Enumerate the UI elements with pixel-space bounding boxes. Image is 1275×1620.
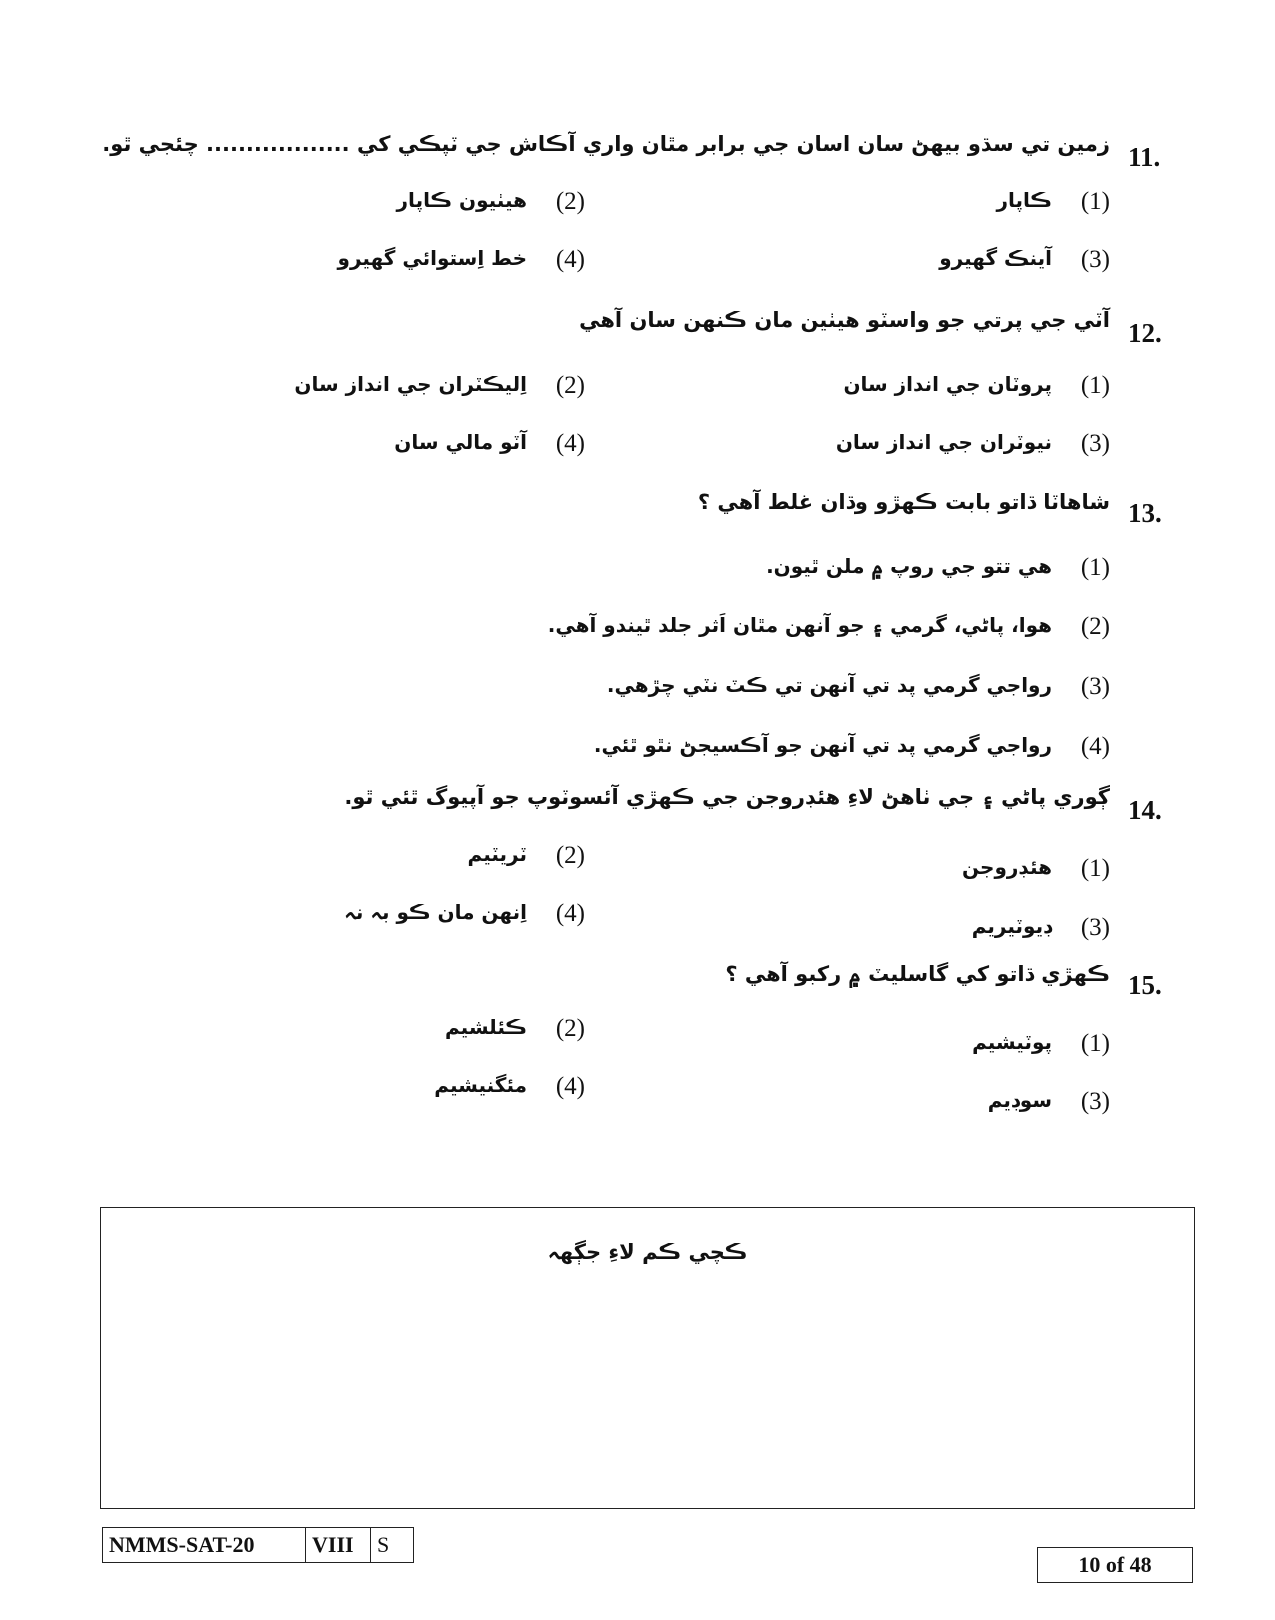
option-text: رواجي گرمي پد تي آنهن تي ڪٽ نٽي چڙهي. <box>606 673 1052 697</box>
option-number: (3) <box>1080 673 1110 700</box>
option-3 <box>690 914 1110 946</box>
question-number: 12. <box>1128 318 1162 348</box>
option-4 <box>165 900 585 932</box>
medium-label: S <box>377 1532 390 1557</box>
option-4 <box>410 733 1110 765</box>
option-text: هيٺيون ڪاپار <box>396 188 527 212</box>
option-text: آينڪ گهيرو <box>939 246 1052 270</box>
exam-code-box <box>102 1527 414 1563</box>
option-2 <box>165 372 585 404</box>
option-number: (4) <box>1080 733 1110 760</box>
option-1 <box>690 855 1110 887</box>
option-text: پوٽيشيم <box>972 1030 1052 1054</box>
option-text: هئڊروجن <box>962 855 1052 879</box>
option-number: (4) <box>555 900 585 927</box>
option-3 <box>690 430 1110 462</box>
option-text: نيوٽران جي انداز سان <box>835 430 1052 454</box>
option-text: ٽريٽيم <box>467 842 527 866</box>
option-number: (4) <box>555 246 585 273</box>
option-4 <box>165 246 585 278</box>
option-number: (3) <box>1080 246 1110 273</box>
option-number: (2) <box>1080 613 1110 640</box>
option-text: خط اِستوائي گهيرو <box>337 246 527 270</box>
option-number: (2) <box>555 842 585 869</box>
option-text: ڪاپار <box>996 188 1052 212</box>
question-number: 13. <box>1128 498 1162 528</box>
option-text: آٽو مالي سان <box>394 430 527 454</box>
option-number: (2) <box>555 1015 585 1042</box>
question-stem: ڳوري پاڻي ۽ جي ٺاهڻ لاءِ هئڊروجن جي ڪهڙي آئسوٽوپ جو آپيوگ ٿئي ٿو. <box>344 785 1110 809</box>
option-text: اِليڪٽران جي انداز سان <box>294 372 527 396</box>
option-number: (1) <box>1080 372 1110 399</box>
question-number: 15. <box>1128 970 1162 1000</box>
option-1 <box>410 554 1110 586</box>
option-number: (4) <box>555 430 585 457</box>
option-text: پروٽان جي انداز سان <box>843 372 1052 396</box>
option-2 <box>165 188 585 220</box>
class-label: VIII <box>306 1528 371 1562</box>
option-4 <box>165 430 585 462</box>
option-number: (1) <box>1080 188 1110 215</box>
question-stem: شاهاٽا ڌاتو بابت ڪهڙو وڌان غلط آهي ؟ <box>697 490 1110 514</box>
question-stem: ڪهڙي ڌاتو کي گاسليٽ ۾ رکبو آهي ؟ <box>725 962 1110 986</box>
option-number: (2) <box>555 372 585 399</box>
question-stem: زمين تي سڌو بيهڻ سان اسان جي برابر مٿان واري آڪاش جي ٽپڪي کي .................. چئجي ٿو. <box>102 132 1110 156</box>
option-text: هوا، پاڻي، گرمي ۽ جو آنهن مٿان اَثر جلد ٿيندو آهي. <box>547 613 1052 637</box>
option-2 <box>410 613 1110 645</box>
exam-code: NMMS-SAT-20 <box>103 1528 306 1562</box>
option-text: ڊيوٽيريم <box>971 914 1052 938</box>
page-number: 10 of 48 <box>1037 1547 1193 1583</box>
option-number: (1) <box>1080 1030 1110 1057</box>
option-text: هي تتو جي روپ ۾ ملن ٿيون. <box>766 554 1052 578</box>
option-3 <box>410 673 1110 705</box>
question-number: 11. <box>1128 142 1161 172</box>
option-number: (3) <box>1080 430 1110 457</box>
option-text: مئگنيشيم <box>434 1073 527 1097</box>
rough-work-box <box>100 1207 1195 1509</box>
question-number: 14. <box>1128 795 1162 825</box>
option-text: سوڊيم <box>987 1088 1052 1112</box>
option-1 <box>690 188 1110 220</box>
option-2 <box>165 842 585 874</box>
option-text: رواجي گرمي پد تي آنهن جو آڪسيجڻ نٿو ٿئي. <box>593 733 1052 757</box>
option-number: (2) <box>555 188 585 215</box>
option-number: (3) <box>1080 1088 1110 1115</box>
question-stem: آٽي جي پرتي جو واسٽو هيٺين مان ڪنهن سان آهي <box>579 308 1110 332</box>
option-number: (4) <box>555 1073 585 1100</box>
option-4 <box>165 1073 585 1105</box>
option-1 <box>690 372 1110 404</box>
option-number: (1) <box>1080 855 1110 882</box>
option-3 <box>690 246 1110 278</box>
option-number: (3) <box>1080 914 1110 941</box>
option-number: (1) <box>1080 554 1110 581</box>
option-text: اِنهن مان ڪو بہ نہ <box>344 900 527 924</box>
option-3 <box>690 1088 1110 1120</box>
option-text: ڪئلشيم <box>444 1015 527 1039</box>
rough-work-title: ڪچي ڪم لاءِ جڳهہ <box>547 1240 748 1264</box>
option-1 <box>690 1030 1110 1062</box>
option-2 <box>165 1015 585 1047</box>
